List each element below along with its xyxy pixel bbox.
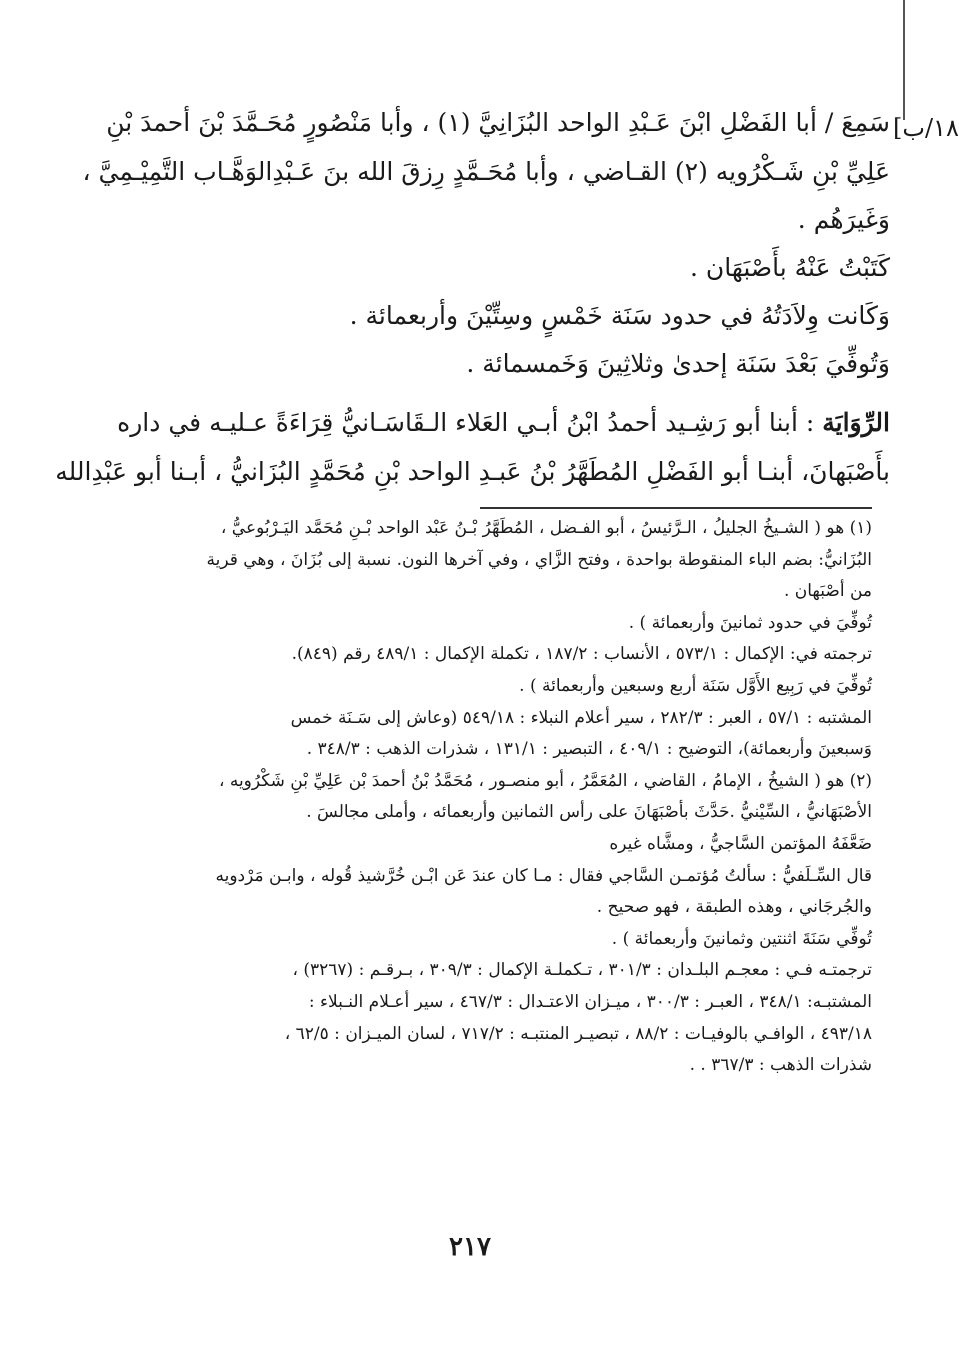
footnote-line: قال السِّـلَفيُّ : سألتُ مُؤتمـن السَّاجي فقال : مـا كان عندَ عَن ابْـن خُرَّشيذ قُوله ، وابـن مَرْدويه <box>215 865 872 886</box>
folio-marker: ١٨/ب] <box>893 114 959 142</box>
riwaya-text: : أبنا أبو رَشِـيد أحمدُ ابْنُ أبـي العَلاء الـقَاسَـانيُّ قِرَاءَةً عـليـه في داره <box>117 408 815 437</box>
main-line: وَغَيرَهُم . <box>797 205 890 234</box>
footnote-line: ترجمته في: الإكمال : ٥٧٣/١ ، الأنساب : ١٨٧/٢ ، تكملة الإكمال : ٤٨٩/١ رقم (٨٤٩). <box>291 644 872 665</box>
main-line: وَكَانت وِلاَدَتُهُ في حدود سَنَة خَمْسٍ وسِتِّيْنَ وأربعمائة . <box>349 301 890 330</box>
footnote-line: شذرات الذهب : ٣٦٧/٣ . . <box>689 1055 872 1076</box>
footnote-line: تُوفِّيَ في رَبِيع الأَوَّل سَنَة أربع وسبعين وأربعمائة ) . <box>519 675 872 696</box>
riwaya-label: الرِّوَايَة <box>822 408 890 437</box>
footnote-line: المشتبه : ٥٧/١ ، العبر : ٢٨٢/٣ ، سير أعلام النبلاء : ٥٤٩/١٨ (وعاش إلى سَـنَة خمس <box>290 707 872 728</box>
binding-margin-line <box>903 0 905 120</box>
page-number: ٢١٧ <box>449 1232 491 1262</box>
footnote-line: والجُرجَاني ، وهذه الطبقة ، فهو صحيح . <box>596 897 872 918</box>
footnote-line: تُوفِّيَ في حدود ثمانينَ وأربعمائة ) . <box>628 612 872 633</box>
main-line: عَلِيِّ بْنِ شَـكْرُويه (٢) القـاضي ، وأبا مُحَـمَّدٍ رِزقَ الله بنَ عَـبْدِالوَهَّـاب التَّمِيْـمِيَّ ، <box>82 157 890 186</box>
footnote-line: ٤٩٣/١٨ ، الوافـي بالوفيـات : ٨٨/٢ ، تبصيـر المنتبـه : ٧١٧/٢ ، لسان الميـزان : ٦٢/٥ ، <box>284 1023 872 1044</box>
riwaya-line: بأَصْبَهانَ، أبنـا أبو الفَضْلِ المُطَهَّرُ بْنُ عَبـدِ الواحد بْنِ مُحَمَّدٍ البُزَانيُّ ، أبـنا أبو عَبْدِالله <box>55 457 890 486</box>
footnote-line: من أصْبَهان . <box>783 581 872 602</box>
riwaya-line <box>100 398 890 448</box>
main-line: سَمِعَ / أبا الفَضْلِ ابْنَ عَـبْدِ الواحد البُزَانِيَّ (١) ، وأبا مَنْصُورٍ مُحَـمَّدَ بْنَ أحمدَ بْنِ <box>106 108 890 137</box>
footnotes <box>100 513 872 1082</box>
footnote-line: تُوفِّي سَنَةَ اثنتين وثمانينَ وأربعمائة ) . <box>611 928 872 949</box>
footnote-line: البُزَانيُّ: بضم الباء المنقوطة بواحدة ، وفتح الزَّاي ، وفي آخرها النون. نسبة إلى بُزَانَ ، وهي قرية <box>206 549 872 570</box>
footnote-line: وَسبعينَ وأربعمائة)، التوضيح : ٤٠٩/١ ، التبصير : ١٣١/١ ، شذرات الذهب : ٣٤٨/٣ . <box>306 739 872 760</box>
main-line: كَتَبْتُ عَنْهُ بأَصْبَهَان . <box>689 253 890 282</box>
footnote-line: (٢) هو ( الشيخُ ، الإمامُ ، القاضي ، المُعَمَّرُ ، أبو منصـور ، مُحَمَّدُ بْنُ أحمدَ بْن عَلِيِّ بْنِ شَكْرُويه ، <box>218 770 872 791</box>
footnote-line: المشتبـه: ٣٤٨/١ ، العبـر : ٣٠٠/٣ ، ميـزان الاعتـدال : ٤٦٧/٣ ، سير أعـلام النـبلاء : <box>308 991 872 1012</box>
main-line: وَتُوفِّيَ بَعْدَ سَنَة إحدىٰ وثلاثِينَ وَخَمسمائة . <box>466 349 890 378</box>
footnote-line: ضَعَّفَهُ المؤتمن السَّاجيُّ ، ومشَّاه غيره <box>609 833 872 854</box>
footnote-line: الأصْبَهَانيُّ ، السِّيْنيُّ .حَدَّثَ بأصْبَهَانَ على رأس الثمانين وأربعمائه ، وأملى مجالسَ . <box>306 802 872 823</box>
footnote-line: (١) هو ( الشـيخُ الجليلُ ، الـرَّئيسُ ، أبو الفـضل ، المُطَهَّرُ بْـنُ عَبْد الواحد بْـنِ مُحَمَّد اليَـرْبُوعيُّ ، <box>220 518 872 538</box>
footnote-line: ترجمتـه فـي : معجـم البلـدان : ٣٠١/٣ ، تـكملـة الإكمال : ٣٠٩/٣ ، بـرقـم : (٣٢٦٧) ، <box>292 960 872 981</box>
footnote-separator <box>480 507 872 509</box>
main-text <box>55 98 890 496</box>
